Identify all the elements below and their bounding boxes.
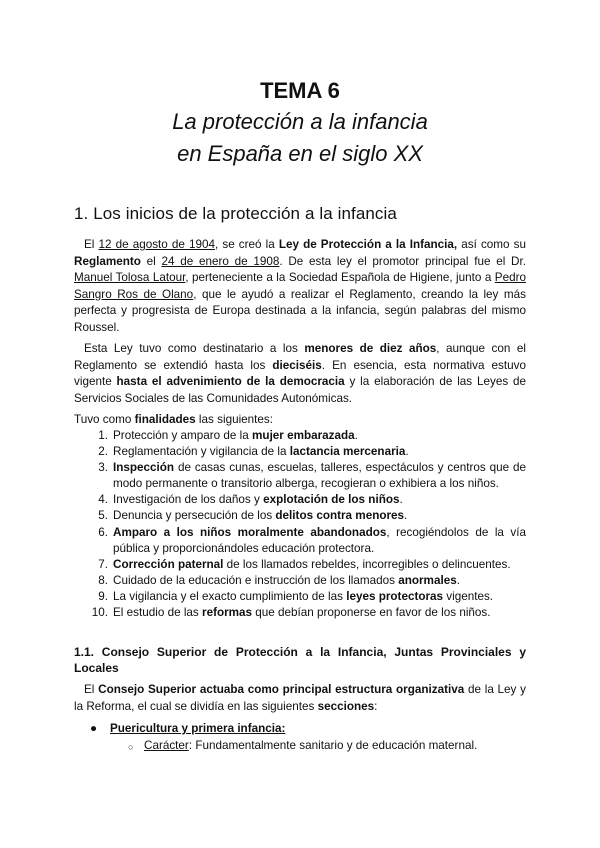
goals-list (74, 428, 526, 621)
reglamento-term: Reglamento (74, 254, 141, 268)
intro-text: Tuvo como (74, 413, 135, 426)
bullet-label: Puericultura y primera infancia: (110, 722, 286, 735)
p1-text: El (84, 238, 99, 251)
item-number: 6. (98, 525, 108, 539)
bullet-dot-icon: ● (90, 722, 98, 735)
sub-bullet-caracter (128, 739, 477, 755)
p2-text: Esta Ley tuvo como destinatario a los (84, 342, 305, 355)
title-line-2: La protección a la infancia (172, 109, 428, 134)
p2-text: . En esencia, esta normativa estuvo vigente (74, 358, 526, 389)
goals-intro (74, 413, 273, 426)
consejo-bold: Consejo Superior actuaba como principal estructura organizativa (98, 683, 465, 696)
bullet-puericultura (90, 722, 285, 735)
list-item (74, 508, 526, 524)
list-item (74, 605, 526, 621)
sub-bullet-label: Carácter (144, 739, 189, 752)
title-line-1: TEMA 6 (260, 78, 340, 103)
hollow-circle-icon: ○ (128, 742, 134, 752)
sub-bullet-text: : Fundamentalmente sanitario y de educación maternal. (188, 739, 478, 752)
item-text: Inspección de casas cunas, escuelas, talleres, espectáculos y centros que de modo permanente o transitorio alberga, recogieran o exhibiera a los niños. (113, 461, 526, 491)
item-text: Cuidado de la educación e instrucción de los llamados anormales. (113, 573, 460, 587)
title-line-3: en España en el siglo XX (177, 141, 423, 166)
list-item (74, 525, 526, 557)
item-text: Reglamentación y vigilancia de la lactancia mercenaria. (113, 445, 409, 459)
item-text: Investigación de los daños y explotación de los niños. (113, 493, 403, 507)
list-item (74, 444, 526, 460)
item-text: Amparo a los niños moralmente abandonados, recogiéndolos de la vía pública y proporcionándoles educación protectora. (113, 525, 527, 555)
item-text: Denuncia y persecución de los delitos contra menores. (113, 509, 408, 523)
p2-text: , aunque con el Reglamento se extendió hasta los (74, 342, 526, 372)
p1-text: , que le ayudó a realizar el Reglamento, creando la ley más perfecta y progresista de Europa destinada a la infancia, según palabras del mismo Roussel. (74, 287, 526, 334)
item-number: 8. (98, 573, 108, 587)
p1-text: así como su (457, 238, 526, 251)
p2-bold: hasta el advenimiento de la democracia (116, 375, 345, 389)
p1-text: , perteneciente a la Sociedad Española de Higiene, junto a (185, 271, 495, 285)
intro-bold: finalidades (134, 413, 196, 426)
document-title (0, 76, 600, 170)
list-item (74, 428, 526, 444)
section-1-1-heading: 1.1. Consejo Superior de Protección a la Infancia, Juntas Provinciales y Locales (74, 645, 526, 675)
p1-text: . De esta ley el promotor principal fue el Dr. (279, 254, 526, 268)
paragraph-2 (74, 341, 526, 407)
paragraph-consejo (74, 682, 526, 715)
item-number: 1. (98, 429, 108, 442)
list-item (74, 557, 526, 573)
person-sangro: Pedro Sangro Ros de Olano (74, 271, 526, 301)
p2-bold: menores de diez años (304, 342, 437, 355)
date-1908: 24 de enero de 1908 (161, 254, 280, 268)
list-item (74, 492, 526, 508)
paragraph-1 (74, 237, 526, 337)
section-1-heading: 1. Los inicios de la protección a la infancia (74, 204, 397, 223)
item-text: Protección y amparo de la mujer embarazada. (113, 429, 358, 442)
p2-bold: dieciséis (272, 358, 322, 372)
item-number: 5. (98, 509, 108, 523)
list-item (74, 589, 526, 605)
consejo-bold: secciones (317, 699, 375, 713)
list-item (74, 573, 526, 589)
law-name: Ley de Protección a la Infancia, (278, 238, 458, 251)
consejo-text: El (84, 683, 99, 696)
item-text: Corrección paternal de los llamados rebeldes, incorregibles o delincuentes. (113, 557, 511, 571)
intro-text: las siguientes: (195, 413, 273, 426)
p2-text: y la elaboración de las Leyes de Servicios Sociales de las Comunidades Autonómicas. (74, 375, 527, 405)
item-text: La vigilancia y el exacto cumplimiento de las leyes protectoras vigentes. (113, 589, 494, 603)
consejo-text: : (374, 699, 378, 713)
p1-text: , se creó la (215, 238, 279, 251)
item-number: 9. (98, 589, 108, 603)
p1-text: el (140, 254, 162, 268)
item-number: 3. (98, 461, 108, 475)
list-item (74, 460, 526, 492)
item-number: 4. (98, 493, 108, 507)
person-tolosa: Manuel Tolosa Latour (74, 271, 186, 285)
date-1904: 12 de agosto de 1904 (98, 238, 215, 251)
item-text: El estudio de las reformas que debían proponerse en favor de los niños. (113, 606, 491, 620)
consejo-text: de la Ley y la Reforma, el cual se dividía en las siguientes (74, 683, 526, 713)
item-number: 10. (91, 606, 108, 620)
item-number: 7. (98, 557, 108, 571)
item-number: 2. (98, 445, 108, 459)
